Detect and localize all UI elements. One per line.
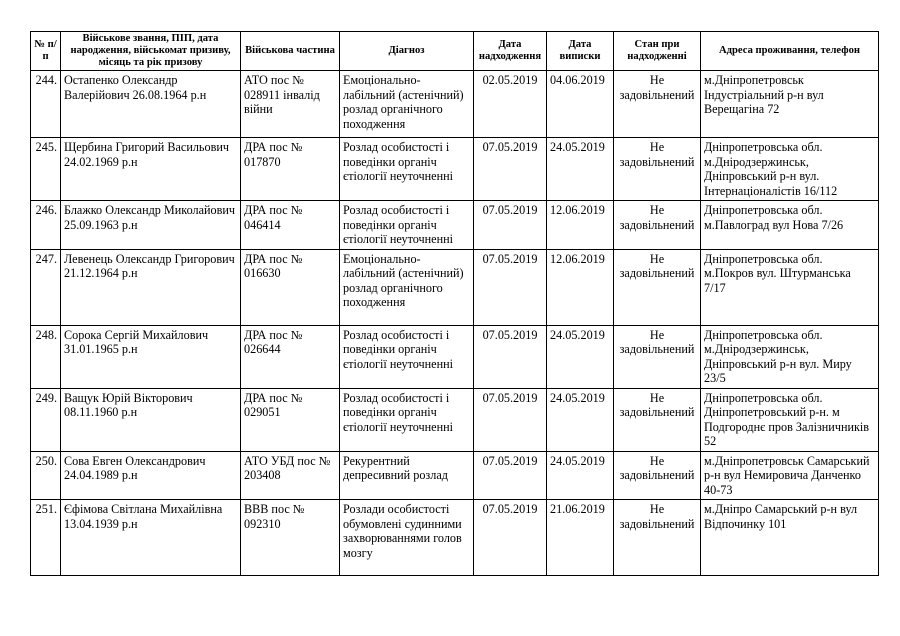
patient-name-cell: Єфімова Світлана Михайлівна 13.04.1939 р.н [61,500,241,576]
table-row [31,201,879,250]
row-number-cell: 245. [31,138,61,201]
admission-date-cell: 07.05.2019 [474,451,547,500]
military-unit-cell: АТО пос № 028911 інвалід війни [241,71,340,138]
patient-name-cell: Блажко Олександр Миколайович 25.09.1963 р.н [61,201,241,250]
table-row [31,451,879,500]
military-unit-cell: ДРА пос № 026644 [241,325,340,388]
discharge-date-cell: 12.06.2019 [547,249,614,325]
admission-condition-cell: Не задовільнений [614,138,701,201]
address-cell: Дніпропетровська обл. м.Павлоград вул Нова 7/26 [701,201,879,250]
admission-condition-cell: Не задовільнений [614,71,701,138]
admission-condition-cell: Не задовільнений [614,201,701,250]
row-number-cell: 249. [31,388,61,451]
header-condition: Стан при надходженні [614,32,701,71]
discharge-date-cell: 04.06.2019 [547,71,614,138]
records-table [30,31,879,576]
table-row [31,325,879,388]
admission-condition-cell: Не задовільнений [614,325,701,388]
row-number-cell: 248. [31,325,61,388]
discharge-date-cell: 24.05.2019 [547,451,614,500]
header-diagnosis: Діагноз [340,32,474,71]
military-unit-cell: АТО УБД пос № 203408 [241,451,340,500]
address-cell: Дніпропетровська обл. м.Дніродзержинськ, Дніпровський р-н вул. Інтернаціоналістів 16/112 [701,138,879,201]
discharge-date-cell: 24.05.2019 [547,325,614,388]
admission-condition-cell: Не задовільнений [614,249,701,325]
admission-date-cell: 07.05.2019 [474,201,547,250]
table-row [31,500,879,576]
address-cell: Дніпропетровська обл. м.Покров вул. Штурманська 7/17 [701,249,879,325]
diagnosis-cell: Розлад особистості і поведінки органіч єтіології неуточненні [340,388,474,451]
table-row [31,138,879,201]
diagnosis-cell: Емоціонально-лабільний (астенічний) розлад органічного походження [340,249,474,325]
header-row [31,32,879,71]
patient-name-cell: Ващук Юрій Вікторович 08.11.1960 р.н [61,388,241,451]
diagnosis-cell: Розлад особистості і поведінки органіч єтіології неуточненні [340,325,474,388]
patient-name-cell: Сорока Сергій Михайлович 31.01.1965 р.н [61,325,241,388]
admission-condition-cell: Не задовільнений [614,388,701,451]
header-name: Військове звання, ПІП, дата народження, військомат призиву, місяць та рік призову [61,32,241,71]
row-number-cell: 246. [31,201,61,250]
admission-condition-cell: Не задовільнений [614,451,701,500]
row-number-cell: 247. [31,249,61,325]
admission-condition-cell: Не задовільнений [614,500,701,576]
table-row [31,388,879,451]
address-cell: м.Дніпро Самарський р-н вул Відпочинку 101 [701,500,879,576]
patient-name-cell: Щербина Григорий Васильович 24.02.1969 р.н [61,138,241,201]
discharge-date-cell: 24.05.2019 [547,138,614,201]
table-row [31,71,879,138]
patient-name-cell: Остапенко Олександр Валерійович 26.08.1964 р.н [61,71,241,138]
admission-date-cell: 07.05.2019 [474,388,547,451]
admission-date-cell: 07.05.2019 [474,138,547,201]
admission-date-cell: 07.05.2019 [474,249,547,325]
discharge-date-cell: 24.05.2019 [547,388,614,451]
admission-date-cell: 07.05.2019 [474,325,547,388]
row-number-cell: 250. [31,451,61,500]
patient-name-cell: Левенець Олександр Григорович 21.12.1964 р.н [61,249,241,325]
military-unit-cell: ДРА пос № 016630 [241,249,340,325]
diagnosis-cell: Рекурентний депресивний розлад [340,451,474,500]
admission-date-cell: 07.05.2019 [474,500,547,576]
diagnosis-cell: Емоціонально-лабільний (астенічний) розлад органічного походження [340,71,474,138]
row-number-cell: 244. [31,71,61,138]
military-unit-cell: ВВВ пос № 092310 [241,500,340,576]
diagnosis-cell: Розлад особистості і поведінки органіч єтіології неуточненні [340,138,474,201]
table-row [31,249,879,325]
military-unit-cell: ДРА пос № 046414 [241,201,340,250]
address-cell: Дніпропетровська обл. м.Дніродзержинськ, Дніпровський р-н вул. Миру 23/5 [701,325,879,388]
patient-name-cell: Сова Евген Олександрович 24.04.1989 р.н [61,451,241,500]
address-cell: м.Дніпропетровськ Індустріальний р-н вул Верещагіна 72 [701,71,879,138]
address-cell: Дніпропетровська обл. Дніпропетровський р-н. м Подгороднє пров Залізничників 52 [701,388,879,451]
header-unit: Військова частина [241,32,340,71]
discharge-date-cell: 12.06.2019 [547,201,614,250]
diagnosis-cell: Розлад особистості і поведінки органіч єтіології неуточненні [340,201,474,250]
row-number-cell: 251. [31,500,61,576]
military-unit-cell: ДРА пос № 017870 [241,138,340,201]
discharge-date-cell: 21.06.2019 [547,500,614,576]
header-admitted: Дата надходження [474,32,547,71]
address-cell: м.Дніпропетровськ Самарський р-н вул Немировича Данченко 40-73 [701,451,879,500]
header-address: Адреса проживання, телефон [701,32,879,71]
header-number: № п/п [31,32,61,71]
military-unit-cell: ДРА пос № 029051 [241,388,340,451]
header-discharged: Дата виписки [547,32,614,71]
admission-date-cell: 02.05.2019 [474,71,547,138]
diagnosis-cell: Розлади особистості обумовлені судинними захворюваннями голов мозгу [340,500,474,576]
